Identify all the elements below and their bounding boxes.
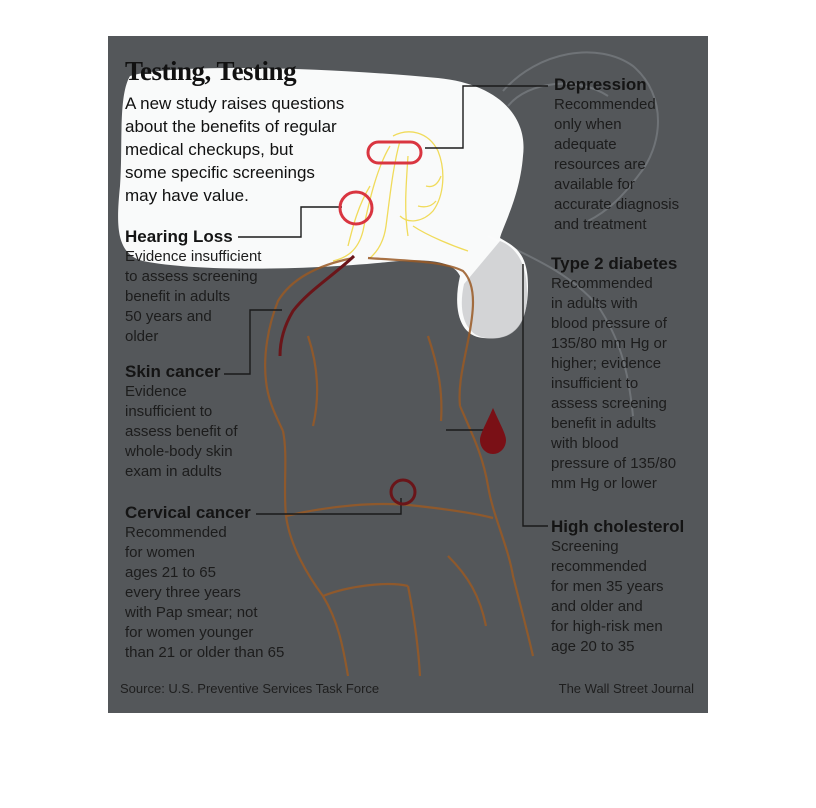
callout-line: blood pressure of — [551, 315, 667, 332]
callout-line: insufficient to — [551, 375, 639, 392]
callout-line: assess screening — [551, 395, 667, 412]
callout-hearing-loss — [125, 227, 261, 347]
intro-line: A new study raises questions — [125, 94, 345, 113]
intro-line: some specific screenings — [125, 163, 315, 182]
callout-line: whole-body skin — [125, 443, 233, 460]
callout-line: assess benefit of — [125, 423, 238, 440]
callout-line: than 21 or older than 65 — [125, 644, 285, 661]
callout-line: age 20 to 35 — [551, 638, 635, 655]
intro-line: medical checkups, but — [125, 140, 294, 159]
intro-line: about the benefits of regular — [125, 117, 337, 136]
callout-line: pressure of 135/80 — [551, 455, 677, 472]
callout-line: Evidence — [125, 383, 187, 400]
callout-line: 50 years and — [125, 308, 212, 325]
callout-heading: Skin cancer — [125, 362, 221, 381]
callout-line: and treatment — [554, 216, 647, 233]
intro-line: may have value. — [125, 186, 249, 205]
callout-line: for women — [125, 544, 196, 561]
callout-line: with blood — [551, 435, 619, 452]
callout-line: benefit in adults — [551, 415, 657, 432]
callout-line: older — [125, 328, 159, 345]
callout-line: accurate diagnosis — [554, 196, 680, 213]
callout-line: Recommended — [125, 524, 227, 541]
neck-accent — [280, 256, 354, 356]
callout-type-2-diabetes — [551, 254, 677, 494]
callout-heading: Type 2 diabetes — [551, 254, 678, 273]
blood-drop-icon — [480, 408, 506, 454]
callout-line: benefit in adults — [125, 288, 231, 305]
callout-line: mm Hg or lower — [551, 475, 657, 492]
callout-line: insufficient to — [125, 403, 213, 420]
callout-line: resources are — [554, 156, 646, 173]
callout-line: higher; evidence — [551, 355, 662, 372]
page-title: Testing, Testing — [125, 56, 297, 86]
intro-text — [125, 92, 385, 207]
callout-line: in adults with — [551, 295, 638, 312]
callout-line: adequate — [554, 136, 617, 153]
callout-line: Recommended — [554, 96, 656, 113]
callout-line: for high-risk men — [551, 618, 663, 635]
callout-heading: Hearing Loss — [125, 227, 233, 246]
callout-line: only when — [554, 116, 622, 133]
callout-line: Evidence insufficient — [125, 248, 262, 265]
callout-line: and older and — [551, 598, 643, 615]
callout-line: Screening — [551, 538, 619, 555]
callout-heading: Cervical cancer — [125, 503, 251, 522]
callout-high-cholesterol — [551, 517, 684, 657]
callout-skin-cancer — [125, 362, 238, 482]
infographic-panel — [108, 36, 708, 713]
callout-line: 135/80 mm Hg or — [551, 335, 667, 352]
callout-line: to assess screening — [125, 268, 258, 285]
callout-heading: High cholesterol — [551, 517, 685, 536]
callout-line: Recommended — [551, 275, 653, 292]
callout-line: recommended — [551, 558, 647, 575]
callout-line: exam in adults — [125, 463, 222, 480]
callout-line: with Pap smear; not — [125, 604, 258, 621]
cervical-marker — [391, 480, 415, 504]
callout-cervical-cancer — [125, 503, 284, 663]
callout-heading: Depression — [554, 75, 647, 94]
callout-line: for men 35 years — [551, 578, 664, 595]
callout-line: available for — [554, 176, 635, 193]
callout-depression — [554, 75, 679, 235]
publisher-credit: The Wall Street Journal — [558, 681, 694, 696]
source-note: Source: U.S. Preventive Services Task Force — [120, 681, 380, 696]
callout-line: for women younger — [125, 624, 254, 641]
callout-line: ages 21 to 65 — [125, 564, 216, 581]
callout-line: every three years — [125, 584, 241, 601]
